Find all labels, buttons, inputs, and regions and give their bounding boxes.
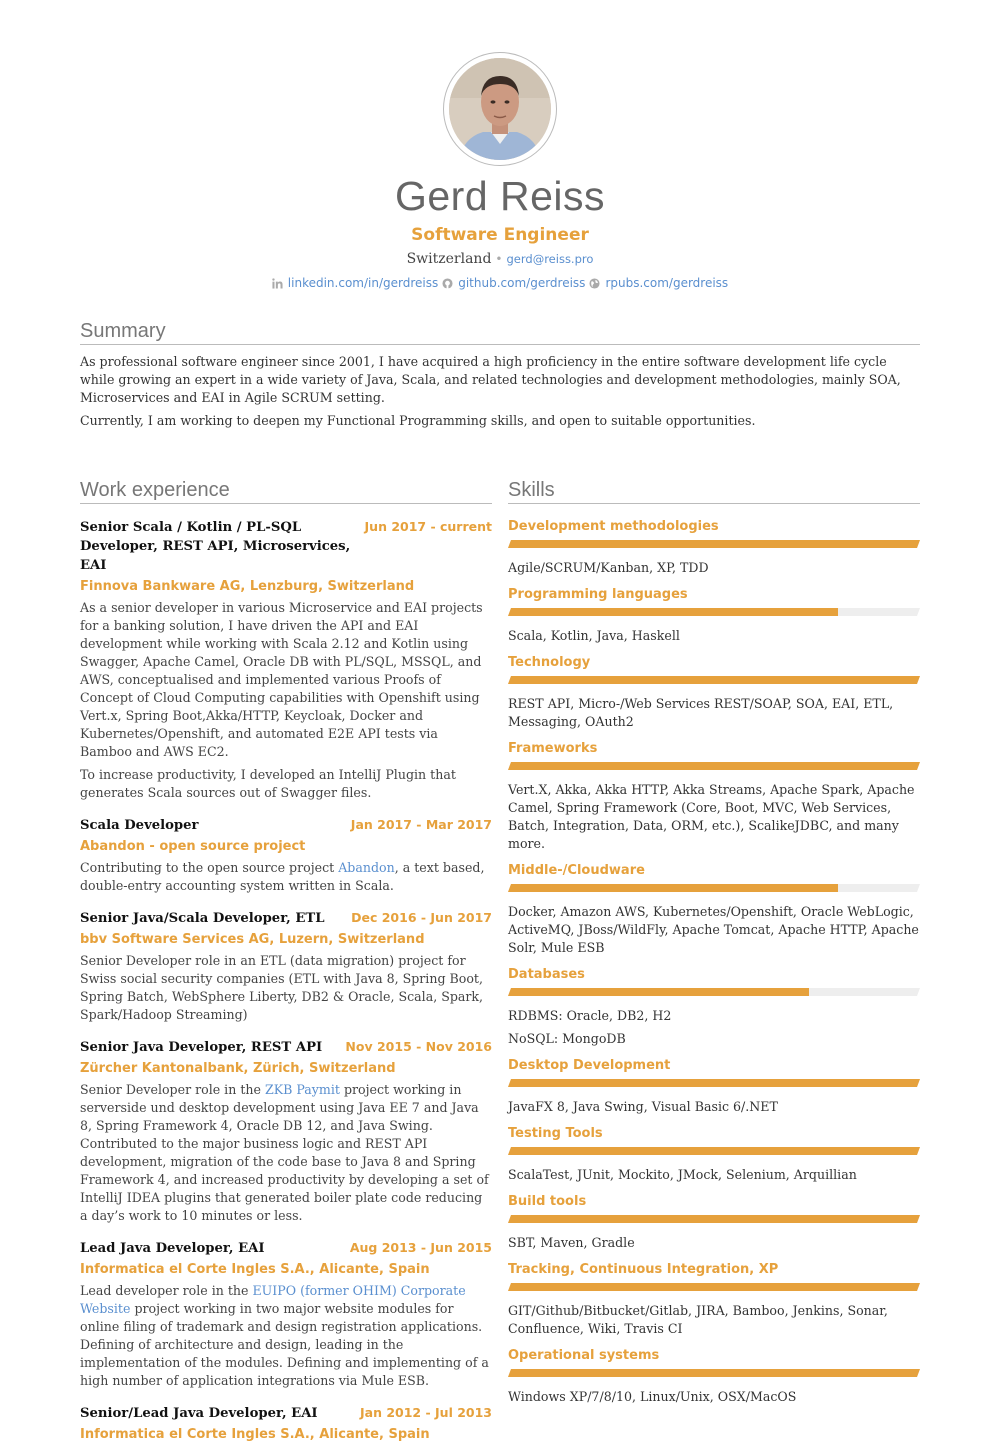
skill-keyword-line: Vert.X, Akka, Akka HTTP, Akka Streams, Apache Spark, Apache Camel, Spring Framework (Core, Boot, MVC, Web Services, Batch, Integration, Data, ORM, etc.), ScalikeJDBC, and many more.	[508, 782, 915, 851]
skill-keyword-line: REST API, Micro-/Web Services REST/SOAP, SOA, EAI, ETL, Messaging, OAuth2	[508, 696, 894, 729]
job-date: Nov 2015 - Nov 2016	[345, 1039, 492, 1054]
skill-group	[508, 965, 920, 1048]
job-description: As a senior developer in various Microservice and EAI projects for a banking solution, I have driven the API and EAI development while working with Scala 2.12 and Kotlin using Swagger, Apache Camel, Oracle DB with PL/SQL, MSSQL, and AWS, conceptualised and implemented various Proofs of Concept of Cloud Computing capabilities with Openshift using Vert.x, Spring Boot,Akka/HTTP, Keycloak, Docker and Kubernetes/Openshift, and automated E2E API tests via Bamboo and AWS EC2.	[80, 600, 483, 759]
skill-name: Testing Tools	[508, 1126, 603, 1141]
skill-level-fill	[508, 1215, 920, 1223]
description-text: Contributing to the open source project	[80, 860, 339, 875]
description-text: Lead developer role in the	[80, 1283, 253, 1298]
job-position: Senior Java/Scala Developer, ETL	[80, 911, 325, 926]
description-text: Senior Developer role in the	[80, 1082, 265, 1097]
skill-keywords	[508, 559, 920, 577]
skill-group	[508, 585, 920, 645]
skill-keywords	[508, 903, 920, 957]
skill-level-fill	[508, 608, 838, 616]
skill-level-fill	[508, 988, 809, 996]
profile-label: github.com/gerdreiss	[458, 276, 586, 290]
linkedin-icon	[272, 278, 283, 289]
skill-group	[508, 1260, 920, 1338]
job-headline: Software Engineer	[411, 225, 589, 245]
job-company: Abandon - open source project	[80, 839, 306, 854]
profile-label: linkedin.com/in/gerdreiss	[287, 276, 439, 290]
skill-keywords	[508, 695, 920, 731]
skill-group	[508, 861, 920, 957]
skill-keywords	[508, 1302, 920, 1338]
skill-keywords	[508, 1388, 920, 1406]
skill-level-fill	[508, 762, 920, 770]
profile-linkedin[interactable]	[272, 273, 438, 293]
job-description	[80, 1081, 492, 1225]
job-company: Informatica el Corte Ingles S.A., Alicante, Spain	[80, 1427, 430, 1442]
skill-name: Technology	[508, 655, 591, 670]
summary-paragraph: As professional software engineer since 2001, I have acquired a high proficiency in the entire software development life cycle while growing an expert in a wide variety of Java, Scala, and related technologies and development methodologies, mainly SOA, Microservices and EAI in Agile SCRUM setting.	[80, 354, 901, 405]
job-description: Senior Developer role in an ETL (data migration) project for Swiss social security companies (ETL with Java 8, Spring Boot, Spring Batch, WebSphere Liberty, DB2 & Oracle, Scala, Spark, Spark/Hadoop Streaming)	[80, 953, 484, 1022]
skill-level-bar	[508, 762, 920, 770]
skills-list	[508, 517, 920, 1406]
summary-section	[80, 319, 920, 430]
skill-level-bar	[508, 1079, 920, 1087]
skill-keyword-line: Agile/SCRUM/Kanban, XP, TDD	[508, 560, 709, 575]
skill-keyword-line: ScalaTest, JUnit, Mockito, JMock, Selenium, Arquillian	[508, 1167, 857, 1182]
work-experience-title: Work experience	[80, 478, 492, 504]
skill-level-bar	[508, 540, 920, 548]
summary-title: Summary	[80, 319, 920, 345]
skill-group	[508, 1056, 920, 1116]
skill-level-fill	[508, 540, 920, 548]
skill-keyword-line: Docker, Amazon AWS, Kubernetes/Openshift, Oracle WebLogic, ActiveMQ, JBoss/WildFly, Apache Tomcat, Apache HTTP, Apache Solr, Mule ESB	[508, 904, 919, 955]
project-link[interactable]: EUIPO (former OHIM) Corporate Website	[80, 1283, 466, 1316]
skill-keywords	[508, 1098, 920, 1116]
skill-keywords	[508, 1007, 920, 1048]
job-description	[80, 1282, 492, 1390]
skill-group	[508, 739, 920, 853]
skill-name: Frameworks	[508, 741, 598, 756]
job-position: Scala Developer	[80, 818, 199, 833]
globe-icon	[589, 278, 600, 289]
job-entry	[80, 909, 492, 1024]
profile-photo	[449, 58, 551, 160]
skill-name: Operational systems	[508, 1348, 660, 1363]
skill-group	[508, 653, 920, 731]
skill-keywords	[508, 781, 920, 853]
job-company: Zürcher Kantonalbank, Zürich, Switzerland	[80, 1061, 396, 1076]
skill-keywords	[508, 627, 920, 645]
description-text: project working in serverside und desktop development using Java EE 7 and Java 8, Spring Framework 4, Oracle DB 12, and Java Swing. Contributed to the major business logic and REST API development, migration of the code base to Java 8 and Spring Framework 4, and increased productivity by developing a set of IntelliJ IDEA plugins that generated boiler plate code reducing a day’s work to 10 minutes or less.	[80, 1082, 489, 1223]
description-text: project working in two major website modules for online filing of trademark and design registration applications. Defining of architecture and design, leading in the implementation of the modules. Defining and implementing of a high number of application integrations via Mule ESB.	[80, 1301, 489, 1388]
skill-level-bar	[508, 1369, 920, 1377]
avatar	[443, 52, 557, 166]
job-entry	[80, 1038, 492, 1225]
skill-level-bar	[508, 1147, 920, 1155]
skill-keyword-line: GIT/Github/Bitbucket/Gitlab, JIRA, Bamboo, Jenkins, Sonar, Confluence, Wiki, Travis CI	[508, 1303, 888, 1336]
skills-title: Skills	[508, 478, 920, 504]
skill-name: Middle-/Cloudware	[508, 863, 645, 878]
skill-keyword-line: JavaFX 8, Java Swing, Visual Basic 6/.NET	[508, 1099, 778, 1114]
job-entry	[80, 816, 492, 895]
skill-keyword-line: RDBMS: Oracle, DB2, H2	[508, 1008, 672, 1023]
profile-rpubs[interactable]	[589, 273, 728, 293]
profile-label: rpubs.com/gerdreiss	[605, 276, 729, 290]
job-position: Senior Scala / Kotlin / PL-SQL Developer, REST API, Microservices, EAI	[80, 520, 351, 573]
resume-header	[0, 52, 1000, 293]
contact-line	[0, 249, 1000, 269]
skill-level-fill	[508, 676, 920, 684]
project-link[interactable]: ZKB Paymit	[264, 1082, 340, 1097]
skill-level-fill	[508, 884, 838, 892]
job-company: Finnova Bankware AG, Lenzburg, Switzerland	[80, 579, 415, 594]
github-icon	[442, 278, 453, 289]
skill-name: Programming languages	[508, 587, 688, 602]
job-description: To increase productivity, I developed an IntelliJ Plugin that generates Scala sources out of Swagger files.	[80, 767, 456, 800]
job-entry	[80, 1404, 492, 1445]
work-experience-section	[80, 478, 492, 1445]
skills-section	[508, 478, 920, 1406]
skill-group	[508, 517, 920, 577]
skill-group	[508, 1346, 920, 1406]
skill-level-fill	[508, 1283, 920, 1291]
skill-name: Tracking, Continuous Integration, XP	[508, 1262, 779, 1277]
job-company: bbv Software Services AG, Luzern, Switzerland	[80, 932, 425, 947]
job-date: Aug 2013 - Jun 2015	[349, 1240, 492, 1255]
full-name: Gerd Reiss	[394, 173, 606, 219]
skill-group	[508, 1124, 920, 1184]
job-date: Jan 2012 - Jul 2013	[360, 1405, 492, 1420]
skill-name: Build tools	[508, 1194, 587, 1209]
email-link[interactable]: gerd@reiss.pro	[506, 252, 594, 266]
job-date: Jan 2017 - Mar 2017	[350, 817, 492, 832]
skill-keyword-line: NoSQL: MongoDB	[508, 1031, 626, 1046]
job-position: Senior/Lead Java Developer, EAI	[80, 1406, 318, 1421]
job-description	[80, 859, 492, 895]
skill-keyword-line: Scala, Kotlin, Java, Haskell	[508, 628, 680, 643]
skill-level-bar	[508, 676, 920, 684]
skill-level-bar	[508, 1283, 920, 1291]
profile-github[interactable]	[442, 273, 585, 293]
skill-level-bar	[508, 884, 920, 892]
skill-group	[508, 1192, 920, 1252]
skill-keyword-line: SBT, Maven, Gradle	[508, 1235, 635, 1250]
skill-level-bar	[508, 1215, 920, 1223]
description-text: , a text based, double-entry accounting system written in Scala.	[80, 860, 485, 893]
job-company: Informatica el Corte Ingles S.A., Alicante, Spain	[80, 1262, 430, 1277]
job-position: Senior Java Developer, REST API	[80, 1040, 323, 1055]
skill-keywords	[508, 1234, 920, 1252]
location: Switzerland	[406, 251, 492, 267]
job-entry	[80, 1239, 492, 1390]
skill-level-bar	[508, 608, 920, 616]
job-date: Jun 2017 - current	[364, 519, 492, 534]
skill-name: Desktop Development	[508, 1058, 671, 1073]
job-position: Lead Java Developer, EAI	[80, 1241, 265, 1256]
skill-level-bar	[508, 988, 920, 996]
skill-level-fill	[508, 1369, 920, 1377]
skill-name: Development methodologies	[508, 519, 719, 534]
skill-name: Databases	[508, 967, 585, 982]
skill-level-fill	[508, 1079, 920, 1087]
job-entry	[80, 518, 492, 802]
summary-paragraph: Currently, I am working to deepen my Functional Programming skills, and open to suitable opportunities.	[80, 413, 756, 428]
skill-level-fill	[508, 1147, 920, 1155]
separator-dot: •	[495, 252, 503, 266]
job-date: Dec 2016 - Jun 2017	[351, 910, 492, 925]
project-link[interactable]: Abandon	[338, 860, 395, 875]
profile-links	[0, 273, 1000, 293]
skill-keywords	[508, 1166, 920, 1184]
skill-keyword-line: Windows XP/7/8/10, Linux/Unix, OSX/MacOS	[508, 1389, 797, 1404]
